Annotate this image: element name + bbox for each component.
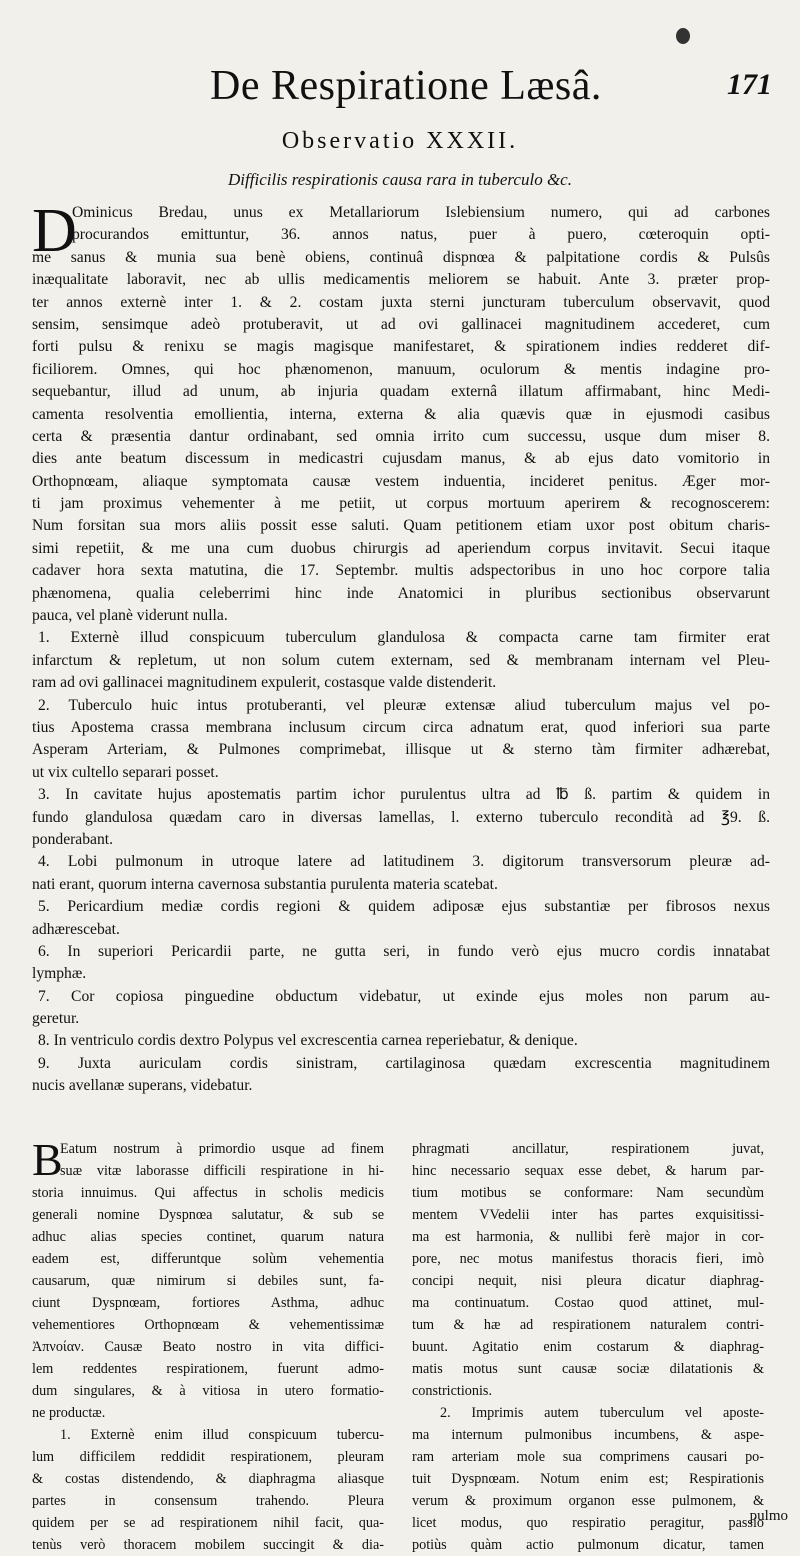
observation-title: Observatio XXXII.: [281, 128, 519, 154]
observation-subtitle: Difficilis respirationis causa rara in tuberculo &c.: [228, 170, 572, 189]
text-line: fundo glandulosa quædam caro in diversas lamellas, l. externo tuberculo recondità ad ℥9. ß.: [32, 808, 770, 826]
text-line: phænomena, qualia celeberrimi hinc inde Anatomici in pluribus sectionibus observarunt: [32, 584, 770, 602]
text-line: tius Apostema crassa membrana inclusum circum circa adnatum erat, quod inferiori sua parte: [32, 718, 770, 736]
finding-1: [32, 627, 770, 694]
text-line: ma internum pulmonibus incumbens, & aspe-: [412, 1427, 764, 1443]
text-line: constrictionis.: [412, 1383, 492, 1399]
text-line: ter annos externè inter 1. & 2. costam juxta sterni juncturam tuberculum observavit, quod: [32, 293, 770, 311]
text-line: 2. Imprimis autem tuberculum vel aposte-: [440, 1405, 764, 1421]
text-line: inæqualitate laboravit, nec ab ullis medicamentis meliorem se habuit. Ante 3. præter prop-: [32, 271, 770, 289]
text-line: buunt. Agitatio enim costarum & diaphrag-: [412, 1339, 764, 1355]
text-line: certa & præsentia dantur ordinabant, sed omnia irrito cum successu, usque dum miser 8.: [32, 427, 770, 445]
finding-2: [32, 695, 770, 785]
ink-blot: [676, 28, 690, 44]
scholion-right-column: [412, 1138, 764, 1556]
text-line: lem reddentes respirationem, fuerunt admo-: [32, 1361, 384, 1377]
finding-7: [32, 986, 770, 1031]
text-line: infarctum & repletum, ut non solum cutem externam, sed & membranam internam vel Pleu-: [32, 651, 770, 669]
text-line: eadem est, differuntque solùm vehementia: [32, 1251, 384, 1267]
text-line: 5. Pericardium mediæ cordis regioni & quidem adiposæ ejus substantiæ per fibrosos nexus: [38, 898, 770, 916]
text-line: 2. Tuberculo huic intus protuberanti, vel pleuræ extensæ aliud tuberculum majus vel po-: [38, 696, 770, 714]
text-line: tium motibus se conformare: Nam secundùm: [412, 1185, 764, 1201]
text-line: ciunt Dyspnœam, fortiores Asthma, adhuc: [32, 1295, 384, 1311]
text-line: 4. Lobi pulmonum in utroque latere ad latitudinem 3. digitorum transversorum pleuræ ad-: [38, 853, 770, 871]
text-line: lymphæ.: [32, 965, 87, 983]
text-line: tenùs verò thoracem mobilem succingit & dia-: [32, 1537, 384, 1553]
text-line: tuit Dyspnœam. Notum enim est; Respirationis: [412, 1471, 764, 1487]
text-line: forti pulsu & renixu se magis magisque manifestaret, & spirationem indies redderet dif-: [32, 338, 770, 356]
running-title: De Respiratione Læsâ.: [210, 63, 602, 109]
text-line: potiùs quàm actio pulmonum dicatur, tamen: [412, 1537, 764, 1553]
text-line: verum & proximum organon esse pulmonem, &: [412, 1493, 764, 1509]
text-line: suæ vitæ laborasse difficili respiratione in hi-: [60, 1163, 384, 1179]
text-line: 8. In ventriculo cordis dextro Polypus vel excrescentia carnea reperiebatur, & denique.: [38, 1032, 578, 1050]
text-line: & costas distendendo, & diaphragma aliasque: [32, 1471, 384, 1487]
finding-3: [32, 784, 770, 851]
text-line: ma est harmonia, & nullibi ferè major in cor-: [412, 1229, 764, 1245]
text-line: ne productæ.: [32, 1405, 106, 1421]
text-line: sequebantur, illud ad unum, ab injuria quadam externâ illatum affirmabant, hinc Medi-: [32, 383, 770, 401]
text-line: quidem per se ad respirationem nihil facit, qua-: [32, 1515, 384, 1531]
text-line: procurandos emittuntur, 36. annos natus, puer à puero, cœteroquin opti-: [72, 226, 770, 244]
text-line: tum & hæ ad respirationem naturalem contri-: [412, 1317, 764, 1333]
paragraph-intro: [32, 197, 770, 627]
text-line: concipi nequit, nisi pleura dicatur diaphrag-: [412, 1273, 764, 1289]
text-line: Eatum nostrum à primordio usque ad finem: [60, 1141, 384, 1157]
text-line: ponderabant.: [32, 830, 113, 848]
text-line: mentem VVedelii inter has partes exquisitissi-: [412, 1207, 764, 1223]
finding-8: [32, 1030, 770, 1052]
text-line: nati erant, quorum interna cavernosa substantia purulenta materia scatebat.: [32, 875, 498, 893]
text-line: geretur.: [32, 1010, 80, 1028]
text-line: 1. Externè illud conspicuum tuberculum glandulosa & compacta carne tam firmiter erat: [38, 629, 770, 647]
text-line: Num forsitan sua mors aliis possit esse saluti. Quam petitionem etiam uxor post obitum charis-: [32, 517, 770, 535]
finding-9: [32, 1053, 770, 1098]
drop-cap: B: [32, 1134, 63, 1185]
catchword: pulmo: [749, 1508, 788, 1524]
text-line: storia innuimus. Qui affectus in scholis medicis: [32, 1185, 384, 1201]
text-line: pore, nec motus manifestus thoracis fieri, imò: [412, 1251, 764, 1267]
text-line: 9. Juxta auriculam cordis sinistram, cartilaginosa quædam excrescentia magnitudinem: [38, 1054, 770, 1072]
text-line: dies ante beatum discessum in medicastri cujusdam manus, & ab ejus dato vomitorio in: [32, 450, 770, 468]
text-line: ut vix cultello separari posset.: [32, 763, 219, 781]
page-number: 171: [727, 68, 772, 101]
text-line: 1. Externè enim illud conspicuum tubercu-: [60, 1427, 384, 1443]
text-line: simi repetiit, & me una cum duobus chirurgis ad aperiendum corpus invitavit. Secui itaque: [32, 539, 770, 557]
text-line: Asperam Arteriam, & Pulmones comprimebat, illisque ut & sterno tàm firmiter adhærebat,: [32, 741, 770, 759]
text-line: sensim, sensimque adeò protuberavit, ut ad ovi gallinacei magnitudinem accederet, cum: [32, 315, 770, 333]
finding-6: [32, 941, 770, 986]
finding-5: [32, 896, 770, 941]
text-line: adhærescebat.: [32, 920, 120, 938]
text-line: ram arteriam mole sua comprimens causari po-: [412, 1449, 764, 1465]
text-line: camenta resolventia emollientia, interna, externa & alia quævis quæ in ejusmodi casibus: [32, 405, 770, 423]
text-line: hinc necessario sequax esse debet, & harum par-: [412, 1163, 764, 1179]
drop-cap: D: [32, 197, 77, 265]
text-line: ti jam proximus vehementer à me petiit, ut corpus mortuum aperirem & recognoscerem:: [32, 495, 770, 513]
scholion-left-column: [32, 1134, 384, 1556]
text-line: Ominicus Bredau, unus ex Metallariorum Islebiensium numero, qui ad carbones: [72, 204, 770, 221]
text-line: Orthopnœam, aliaque symptomata causæ vestem induentia, incideret penitus. Æger mor-: [32, 472, 770, 490]
text-line: me sanus & munia sua benè obiens, continuâ dispnœa & palpitatione cordis & Pulsûs: [32, 248, 770, 266]
text-line: causarum, quæ nimirum si debiles sunt, fa-: [32, 1273, 384, 1289]
text-line: pauca, vel planè viderunt nulla.: [32, 607, 228, 625]
text-line: vehementiores Orthopnœam & vehementissimæ: [32, 1317, 384, 1333]
text-line: nucis avellanæ superans, videbatur.: [32, 1077, 253, 1095]
text-line: lum difficilem reddidit respirationem, pleuram: [32, 1449, 384, 1465]
text-line: ram ad ovi gallinacei magnitudinem expulerit, costasque valde distenderit.: [32, 674, 497, 692]
text-line: partes in consensum trahendo. Pleura: [32, 1493, 384, 1509]
text-line: matis motus sunt causæ sociæ dilatationis &: [412, 1361, 764, 1377]
text-line: generali nomine Dyspnœa salutatur, & sub se: [32, 1207, 384, 1223]
text-line: dum singulares, & à vitiosa in utero formatio-: [32, 1383, 384, 1399]
finding-4: [32, 851, 770, 896]
text-line: ficiliorem. Omnes, qui hoc phænomenon, manuum, oculorum & mentis indagine pro-: [32, 360, 770, 378]
text-line: phragmati ancillatur, respirationem juvat,: [412, 1141, 764, 1157]
text-line: 3. In cavitate hujus apostematis partim ichor purulentus ultra ad ℔ ß. partim & quidem in: [38, 786, 770, 804]
text-line: ma continuatum. Costao quod attinet, mul-: [412, 1295, 764, 1311]
text-line: cadaver hora sexta matutina, die 17. Septembr. multis adspectoribus in uno hoc corpore talia: [32, 562, 770, 580]
text-line: adhuc alias species continet, quarum natura: [32, 1229, 384, 1245]
text-line: 7. Cor copiosa pinguedine obductum videbatur, ut exinde ejus moles non parum au-: [38, 987, 770, 1005]
text-line: licet modus, quo respiratio peragitur, passio: [412, 1515, 764, 1531]
text-line: Ἀπνοίαν. Causæ Beato nostro in vita diffici-: [32, 1339, 384, 1355]
page-header: [210, 62, 790, 122]
text-line: 6. In superiori Pericardii parte, ne gutta seri, in fundo verò ejus mucro cordis innatabat: [38, 942, 770, 960]
main-text: [32, 197, 770, 1098]
